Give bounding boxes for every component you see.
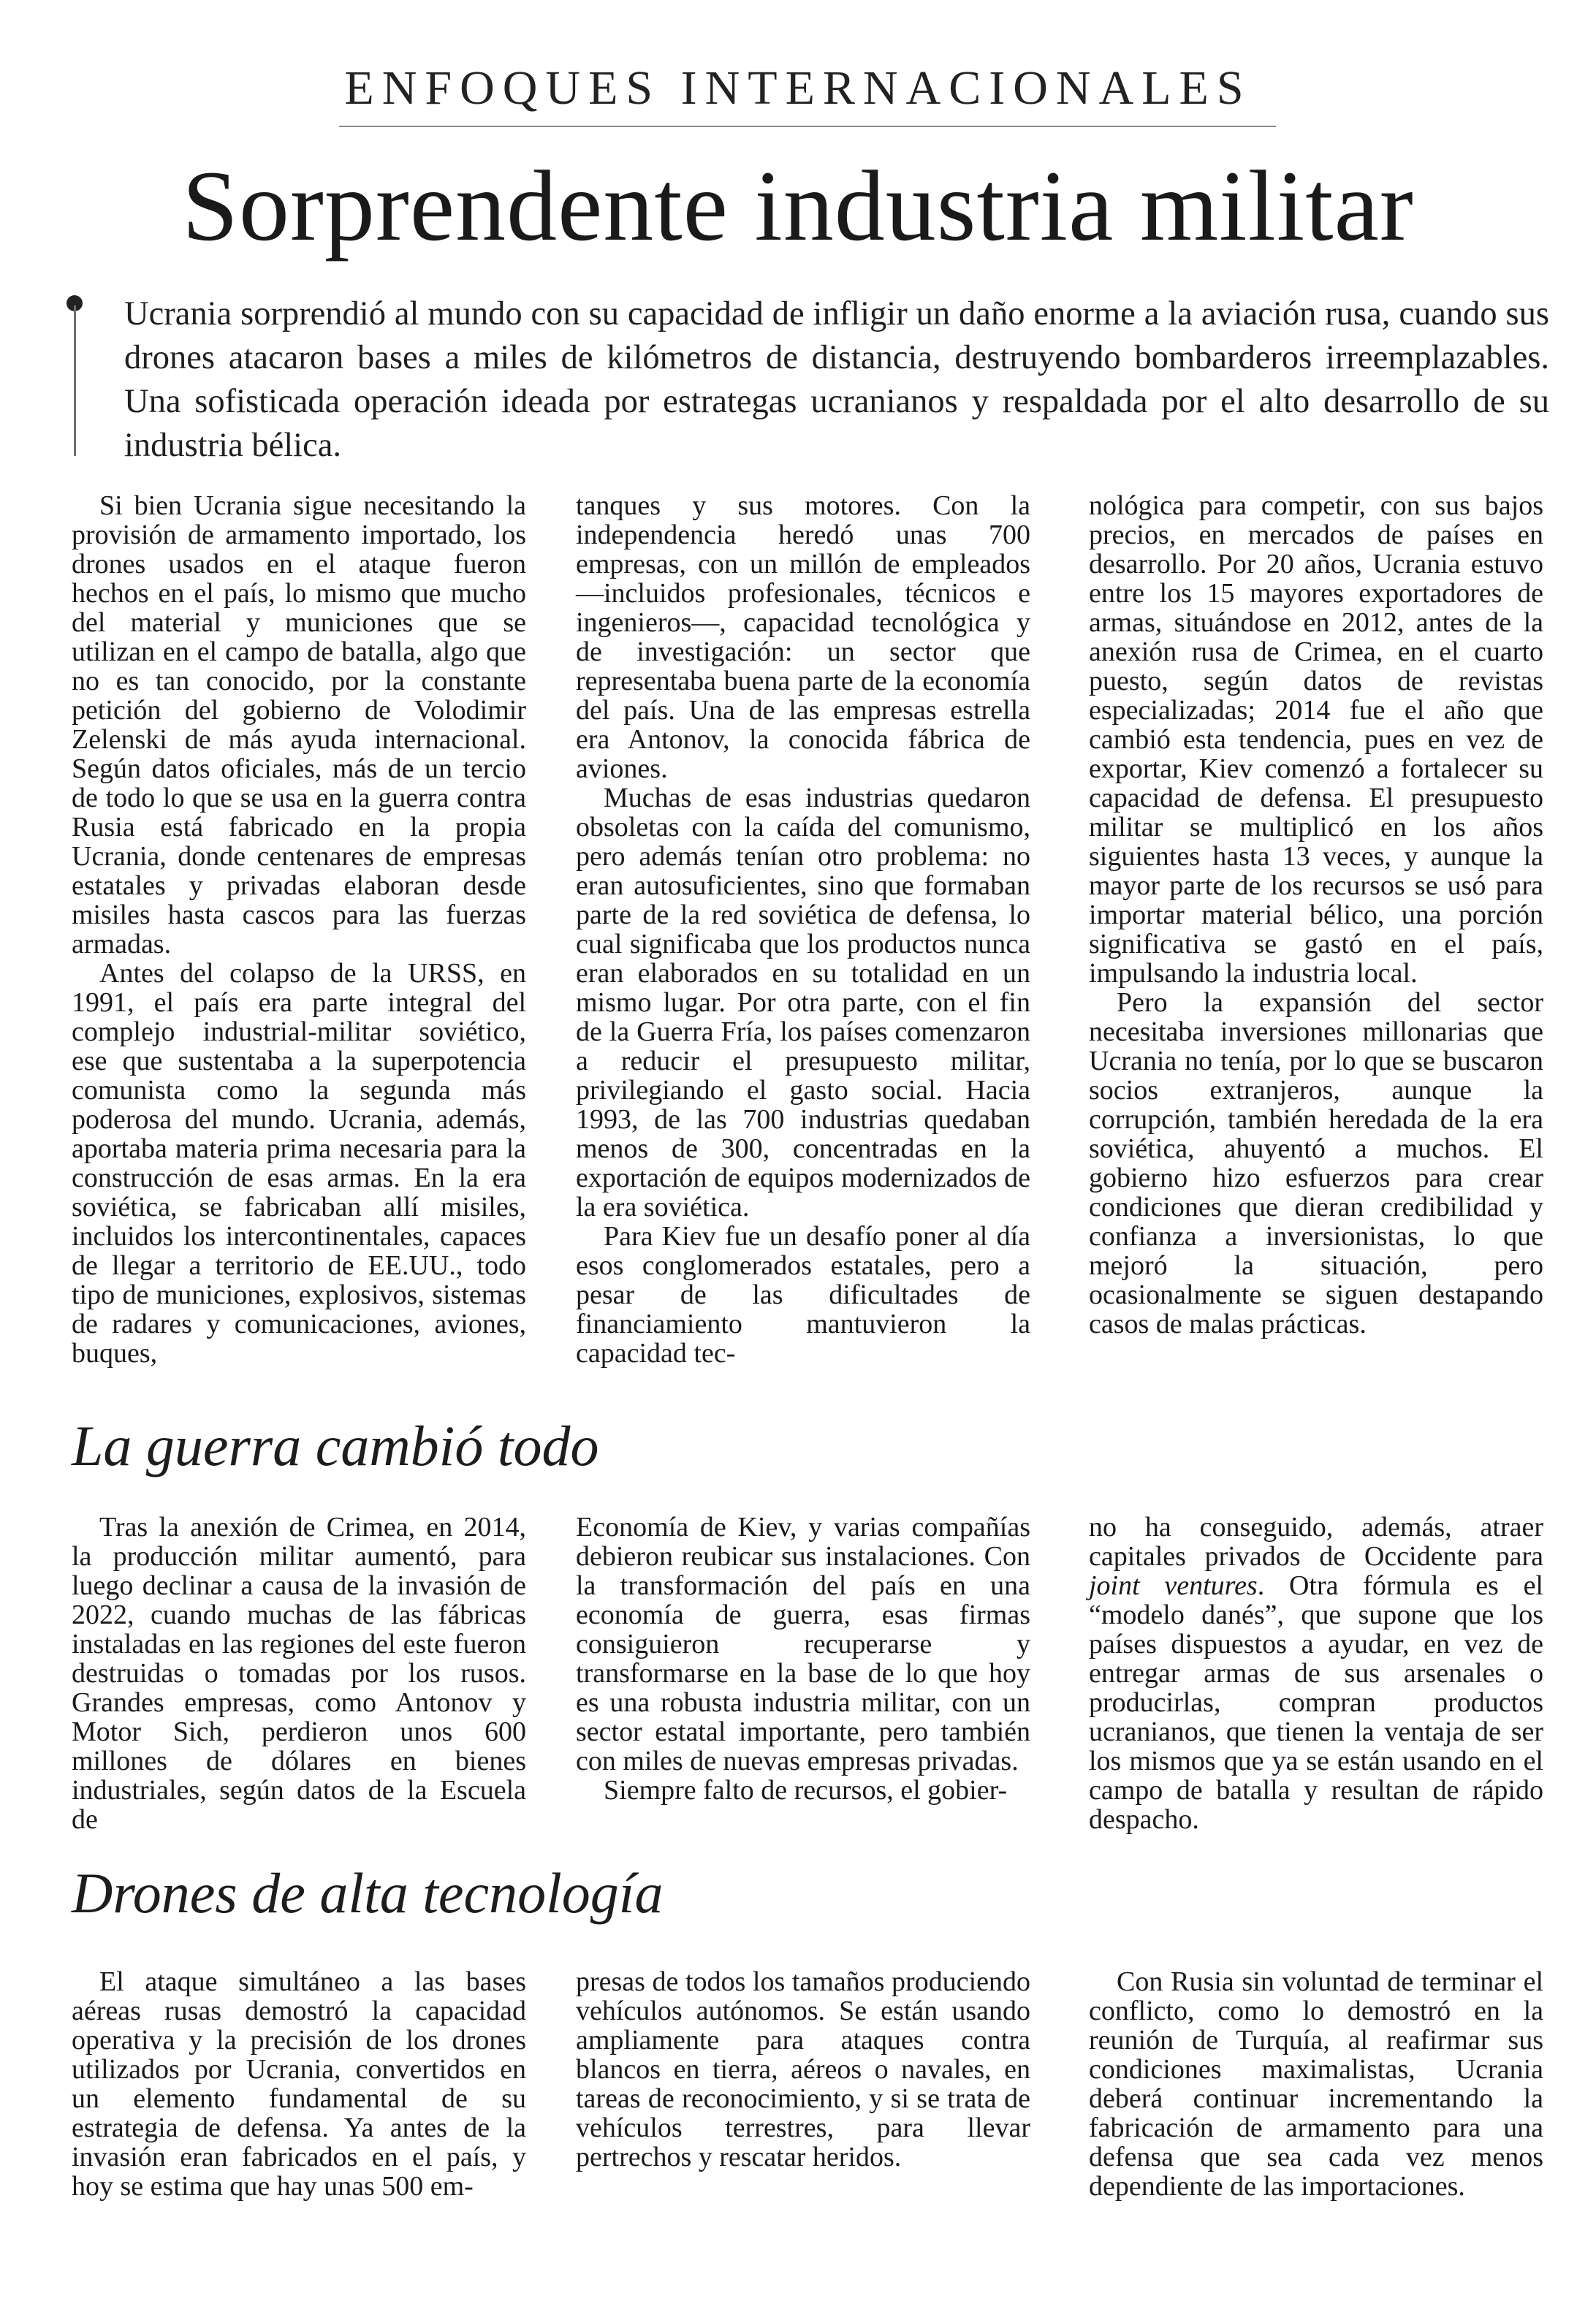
paragraph: nológica para competir, con sus bajos precios, en mercados de países en desarrollo. Por 20 años, Ucrania estuvo entre los 15 mayores exportadores de armas, situándose en 2012, antes de la anexión rusa de Crimea, en el cuarto puesto, según datos de revistas especializadas; 2014 fue el año que cambió esta tendencia, pues en vez de exportar, Kiev comenzó a fortalecer su capacidad de defensa. El presupuesto militar se multiplicó en los años siguientes hasta 13 veces, y aunque la mayor parte de los recursos se usó para importar material bélico, una porción significativa se gastó en el país, impulsando la industria local. [1089,490,1543,989]
paragraph: Pero la expansión del sector necesitaba inversiones millonarias que Ucrania no tenía, por lo que se buscaron socios extranjeros, aunque la corrupción, también heredada de la era soviética, ahuyentó a muchos. El gobierno hizo esfuerzos para crear condiciones que dieran credibilidad y confianza a inversionistas, lo que mejoró la situación, pero ocasionalmente se siguen destapando casos de malas prácticas. [1089,987,1543,1339]
body-section-drones [0,1967,1596,2216]
section-divider [339,126,1276,127]
subheading-war-changed-everything: La guerra cambió todo [72,1414,599,1478]
paragraph: Muchas de esas industrias quedaron obsoletas con la caída del comunismo, pero además tenían otro problema: no eran autosuficientes, sino que formaban parte de la red soviética de defensa, lo cual significaba que los productos nunca eran elaborados en su totalidad en un mismo lugar. Por otra parte, con el fin de la Guerra Fría, los países comenzaron a reducir el presupuesto militar, privilegiando el gasto social. Hacia 1993, de las 700 industrias quedaban menos de 300, concentradas en la exportación de equipos modernizados de la era soviética. [576,783,1030,1222]
column-2 [576,491,1030,1368]
paragraph: Si bien Ucrania sigue necesitando la provisión de armamento importado, los drones usados en el ataque fueron hechos en el país, lo mismo que mucho del material y municiones que se utilizan en el campo de batalla, algo que no es tan conocido, por la constante petición del gobierno de Volodimir Zelenski de más ayuda internacional. Según datos oficiales, más de un tercio de todo lo que se usa en la guerra contra Rusia está fabricado en la propia Ucrania, donde centenares de empresas estatales y privadas elaboran desde misiles hasta cascos para las fuerzas armadas. [72,490,526,959]
article-lead: Ucrania sorprendió al mundo con su capacidad de infligir un daño enorme a la aviación rusa, cuando sus drones atacaron bases a miles de kilómetros de distancia, destruyendo bombarderos irreemplazables. Una sofisticada operación ideada por estrategas ucranianos y respaldada por el alto desarrollo de su industria bélica. [124,295,1549,464]
paragraph: presas de todos los tamaños produciendo vehículos autónomos. Se están usando ampliamente para ataques contra blancos en tierra, aéreos o navales, en tareas de reconocimiento, y si se trata de vehículos terrestres, para llevar pertrechos y rescatar heridos. [576,1966,1030,2172]
column-3 [1089,1513,1543,1834]
body-section-intro [0,491,1596,1383]
column-3 [1089,1967,1543,2201]
paragraph: tanques y sus motores. Con la independencia heredó unas 700 empresas, con un millón de empleados —incluidos profesionales, técnicos e ingenieros—, capacidad tecnológica y de investigación: un sector que representaba buena parte de la economía del país. Una de las empresas estrella era Antonov, la conocida fábrica de aviones. [576,490,1030,784]
paragraph: Tras la anexión de Crimea, en 2014, la producción militar aumentó, para luego declinar a causa de la invasión de 2022, cuando muchas de las fábricas instaladas en las regiones del este fueron destruidas o tomadas por los rusos. Grandes empresas, como Antonov y Motor Sich, perdieron unos 600 millones de dólares en bienes industriales, según datos de la Escuela de [72,1512,526,1835]
lead-vertical-rule [74,305,76,456]
column-3 [1089,491,1543,1339]
italic-term: joint ventures [1089,1570,1258,1601]
column-2 [576,1513,1030,1805]
article-title: Sorprendente industria militar [182,150,1414,262]
text-run: . Otra fórmula es el “modelo danés”, que supone que los países dispuestos a ayudar, en vez de entregar armas de sus arsenales o producirlas, compran productos ucranianos, que tienen la ventaja de ser los mismos que ya se están usando en el campo de batalla y resultan de rápido despacho. [1089,1570,1543,1835]
paragraph: Economía de Kiev, y varias compañías debieron reubicar sus instalaciones. Con la transformación del país en una economía de guerra, esas firmas consiguieron recuperarse y transformarse en la base de lo que hoy es una robusta industria militar, con un sector estatal importante, pero también con miles de nuevas empresas privadas. [576,1512,1030,1776]
paragraph: Con Rusia sin voluntad de terminar el conflicto, como lo demostró en la reunión de Turquía, al reafirmar sus condiciones maximalistas, Ucrania deberá continuar incrementando la fabricación de armamento para una defensa que sea cada vez menos dependiente de las importaciones. [1089,1966,1543,2202]
paragraph [1089,1513,1543,1834]
paragraph: Antes del colapso de la URSS, en 1991, el país era parte integral del complejo industrial-militar soviético, ese que sustentaba a la superpotencia comunista como la segunda más poderosa del mundo. Ucrania, además, aportaba materia prima necesaria para la construcción de esas armas. En la era soviética, se fabricaban allí misiles, incluidos los intercontinentales, capaces de llegar a territorio de EE.UU., todo tipo de municiones, explosivos, sistemas de radares y comunicaciones, aviones, buques, [72,958,526,1369]
subheading-high-tech-drones: Drones de alta tecnología [72,1861,664,1925]
column-1 [72,1513,526,1834]
column-1 [72,491,526,1368]
text-run: no ha conseguido, además, atraer capitales privados de Occidente para [1089,1512,1543,1572]
paragraph: Para Kiev fue un desafío poner al día esos conglomerados estatales, pero a pesar de las dificultades de financiamiento mantuvieron la capacidad tec- [576,1221,1030,1369]
section-label: ENFOQUES INTERNACIONALES [344,61,1252,115]
paragraph: El ataque simultáneo a las bases aéreas rusas demostró la capacidad operativa y la precisión de los drones utilizados por Ucrania, convertidos en un elemento fundamental de su estrategia de defensa. Ya antes de la invasión eran fabricados en el país, y hoy se estima que hay unas 500 em- [72,1966,526,2202]
column-1 [72,1967,526,2201]
body-section-war [0,1513,1596,1834]
paragraph: Siempre falto de recursos, el gobier- [604,1775,1008,1806]
column-2 [576,1967,1030,2172]
